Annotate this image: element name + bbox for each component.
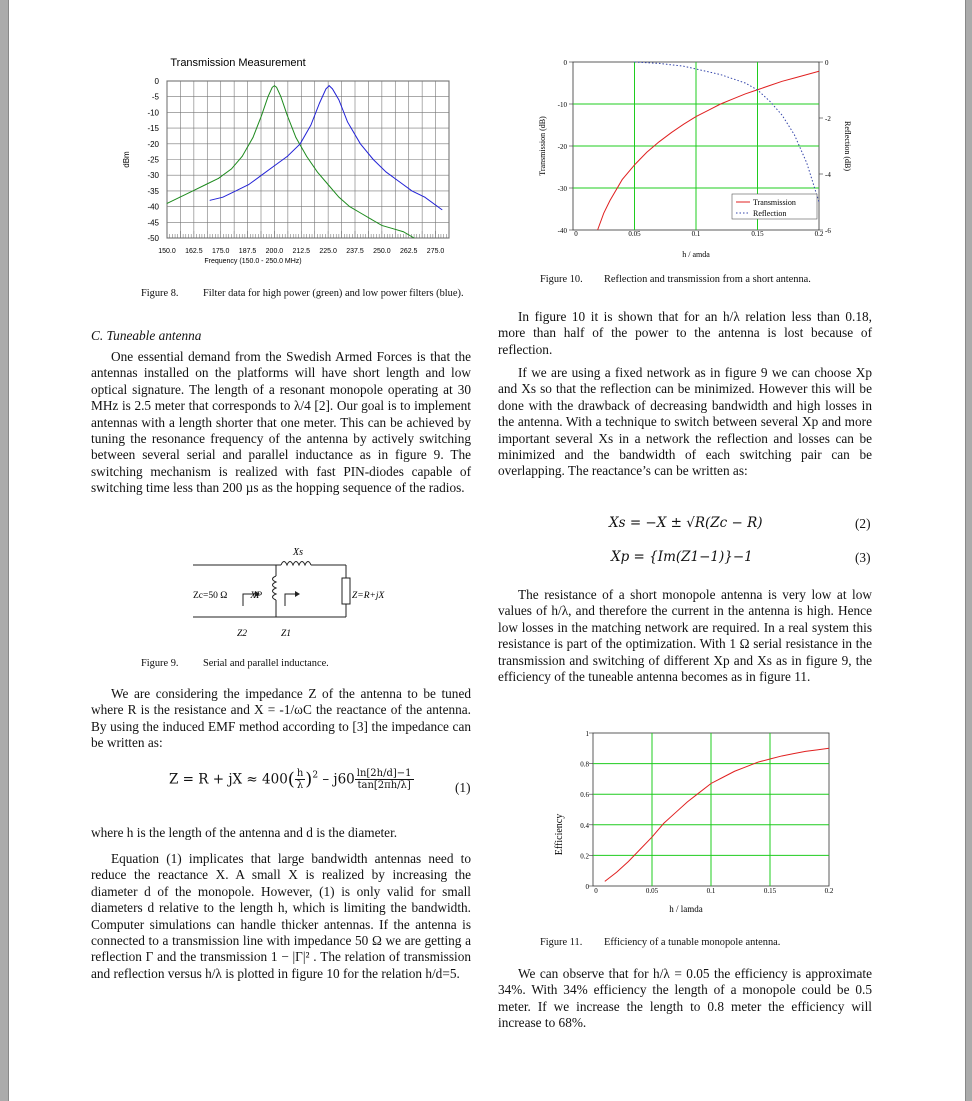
y-tick-label: -20 (147, 139, 159, 149)
figure-10-number: Figure 10. (540, 274, 583, 285)
figure-9-circuit (171, 540, 411, 644)
label-z2: Z2 (237, 629, 248, 639)
y-tick-label: -40 (147, 202, 159, 212)
data-point (272, 87, 273, 88)
x-tick-label: 250.0 (373, 248, 391, 255)
data-point (328, 184, 329, 185)
x-tick-label: 0 (574, 230, 578, 238)
x-tick-label: 0.2 (824, 887, 834, 895)
equation-3-number: (3) (855, 550, 871, 565)
x-tick-label: 275.0 (426, 248, 445, 255)
load-resistor (342, 578, 350, 604)
equation-2-number: (2) (855, 516, 871, 531)
legend-transmission-label: Transmission (753, 198, 796, 207)
data-point (280, 96, 281, 97)
right-paragraph-1: In figure 10 it is shown that for an h/λ relation less than 0.18, more than half of the power to the antenna is lost because of reflection. (498, 309, 872, 357)
data-point (349, 206, 350, 207)
y-tick-label: -30 (147, 171, 159, 181)
y-tick-label: -10 (147, 108, 159, 118)
y-tick-label: -25 (147, 155, 159, 165)
data-point (242, 156, 243, 157)
equation-1-mid: – j60 (322, 771, 355, 788)
data-point (403, 231, 404, 232)
figure-10-chart (523, 50, 852, 265)
equation-3: Xp = {Im(Z1−1)}−1 (611, 549, 753, 565)
data-point (338, 197, 339, 198)
data-point (373, 159, 374, 160)
y2-tick-label: -4 (825, 171, 831, 179)
figure-11-caption (540, 936, 870, 949)
y-tick-label: -35 (147, 186, 159, 196)
y-tick-label: -45 (147, 218, 159, 228)
data-point (442, 209, 443, 210)
data-point (338, 99, 339, 100)
x-tick-label: 0.2 (814, 230, 824, 238)
y-tick-label: 1 (585, 730, 589, 738)
x-tick-label: 212.5 (292, 248, 311, 255)
x-tick-label: 0.05 (645, 887, 659, 895)
data-point (218, 178, 219, 179)
y-axis-label: Efficiency (554, 813, 565, 856)
chart-title: Transmission Measurement (170, 57, 306, 69)
data-point (210, 200, 211, 201)
data-point (287, 115, 288, 116)
x-tick-label: 162.5 (185, 248, 203, 255)
right-paragraph-4: We can observe that for h/λ = 0.05 the efficiency is approximate 34%. With 34% efficiency the length of a monopole could be 0.5 meter. If we increase the length to 0.8 meter the efficiency will increase to 68%. (498, 966, 872, 1031)
data-point (296, 137, 297, 138)
data-point (306, 156, 307, 157)
y-tick-label: 0 (154, 77, 159, 86)
figure-8-caption (141, 287, 486, 300)
data-point (274, 85, 275, 86)
data-point (287, 156, 288, 157)
x-tick-label: 0.1 (691, 230, 701, 238)
x-tick-label: 0.1 (706, 887, 716, 895)
left-paragraph-2: We are considering the impedance Z of the antenna to be tuned where R is the resistance and X = -1/ωC the reactance of the antenna. By using the induced EMF method according to [3] the impedance can be written as: (91, 686, 471, 751)
data-point (317, 172, 318, 173)
data-point (392, 228, 393, 229)
data-point (253, 137, 254, 138)
data-point (222, 197, 223, 198)
label-zc: Zc=50 Ω (193, 591, 228, 601)
left-paragraph-1: One essential demand from the Swedish Armed Forces is that the antennas installed on the platforms will have short length and low optical signature. The length of a resonant monopole operating at 30 MHz is 2.5 meter that corresponds to λ/4 [2]. Our goal is to implement antennas with a length shorter that one meter. This can be achieved by tuning the resonance frequency of the antenna by actively switching between several serial and parallel inductance as in figure 9. The switching mechanism is realized with fast PIN-diodes capable of switching time less than 200 µs as the hopping sequence of the radios. (91, 349, 471, 496)
y-tick-label: 0 (585, 883, 589, 891)
data-point (179, 197, 180, 198)
figure-10-caption (540, 273, 870, 286)
data-point (332, 88, 333, 89)
data-point (167, 203, 168, 204)
data-point (386, 172, 387, 173)
y-tick-label: -5 (151, 92, 159, 102)
y2-axis-label: Reflection (dB) (843, 121, 852, 171)
figure-10-caption-text: Reflection and transmission from a short antenna. (604, 274, 811, 285)
data-point (414, 238, 415, 239)
y-tick-label: 0.8 (580, 760, 589, 769)
data-point (381, 225, 382, 226)
data-point (360, 143, 361, 144)
data-point (412, 191, 413, 192)
data-point (424, 197, 425, 198)
data-point (300, 143, 301, 144)
equation-1-lhs: Z = R + jX ≈ 400 (169, 771, 288, 788)
right-paragraph-2: If we are using a fixed network as in figure 9 we can choose Xp and Xs so that the reflection can be minimized. However this will be done with the drawback of decreasing bandwidth and high losses in the antenna. With a technique to switch between several Xp and more important several Xs in a network the reflection and losses can be minimized and the bandwidth of each switching pair can be overlapping. The reactance’s can be written as: (498, 365, 872, 479)
arrow-z1-head (295, 591, 300, 597)
x-tick-label: 237.5 (346, 248, 364, 255)
x-tick-label: 225.0 (319, 248, 337, 255)
y2-tick-label: -6 (825, 227, 831, 235)
data-point (347, 121, 348, 122)
data-point (268, 96, 269, 97)
data-point (276, 87, 277, 88)
section-heading: C. Tuneable antenna (91, 328, 202, 343)
data-point (261, 175, 262, 176)
label-z: Z=R+jX (352, 591, 385, 601)
label-xs: Xs (293, 547, 303, 558)
figure-9-number: Figure 9. (141, 658, 179, 669)
y-tick-label: 0.2 (580, 852, 589, 861)
x-axis-label: h / lamda (669, 904, 703, 914)
data-point (192, 191, 193, 192)
figure-8-caption-text: Filter data for high power (green) and low power filters (blue). (203, 288, 464, 299)
equation-2: Xs = −X ± √R(Zc − R) (609, 515, 763, 531)
y-tick-label: 0 (563, 59, 567, 67)
data-point (248, 184, 249, 185)
figure-8-number: Figure 8. (141, 288, 179, 299)
eq1-denominator: tan[2πh/λ] (357, 780, 411, 791)
data-point (329, 85, 330, 86)
y-tick-label: -20 (557, 143, 567, 151)
x-tick-label: 175.0 (211, 248, 230, 255)
y-tick-label: 0.4 (580, 821, 589, 830)
arrow-z1 (285, 594, 295, 606)
y-tick-label: -40 (557, 227, 567, 235)
y-tick-label: 0.6 (580, 791, 589, 800)
equation-1: Z = R + jX ≈ 400( $\frac{h}{\lambda}$ )$^2$ – j60 $\frac{\ln[2h/d]-1}{\tan[2\pi h/\lambda]}$ (169, 768, 412, 791)
data-point (205, 184, 206, 185)
left-paragraph-3: where h is the length of the antenna and d is the diameter. (91, 825, 398, 840)
y-tick-label: -30 (557, 185, 567, 193)
figure-11-caption-text: Efficiency of a tunable monopole antenna. (604, 937, 781, 948)
paper-page (8, 0, 966, 1101)
y-axis-label: dBm (122, 151, 131, 168)
y-axis-label: Transmission (dB) (538, 116, 547, 176)
left-paragraph-4: Equation (1) implicates that large bandwidth antennas need to reduce the reactance X. A small X is realized by increasing the diameter d of the monopole. However, (1) is only valid for small diameters d relative to the length h, which is limiting the bandwidth. Computer simulations can handle thicker antennas. If the antenna is connected to a transmission line with impedance 50 Ω we are getting a reflection Γ and the transmission 1 − |Γ|² . The relation of transmission and reflection versus h/λ is plotted in figure 10 for the relation h/d=5. (91, 851, 471, 981)
y-tick-label: -50 (147, 234, 159, 243)
label-z1: Z1 (281, 629, 292, 639)
data-point (261, 115, 262, 116)
x-tick-label: 0 (594, 887, 598, 895)
x-tick-label: 187.5 (238, 248, 257, 255)
x-tick-label: 200.0 (265, 248, 284, 255)
data-point (311, 125, 312, 126)
figure-9-caption (141, 657, 481, 670)
data-point (399, 181, 400, 182)
x-tick-label: 262.5 (399, 248, 418, 255)
data-point (319, 103, 320, 104)
y-tick-label: -10 (557, 101, 567, 109)
right-paragraph-3: The resistance of a short monopole antenna is very low at low values of h/λ, and therefore the current in the antenna is high. Hence low losses in the matching network are required. In a real system this resistance is part of the optimization. With 1 Ω serial resistance in the transmission and switching of different Xp and Xs as in figure 9, the efficiency of the tuneable antenna becomes as in figure 11. (498, 587, 872, 685)
label-xp: XP (250, 591, 262, 601)
x-axis-label: Frequency (150.0 - 250.0 MHz) (204, 258, 302, 265)
eq1-lambda: λ (296, 780, 304, 791)
x-tick-label: 0.15 (751, 230, 764, 238)
eq1-numerator: ln[2h/d]−1 (356, 768, 412, 779)
data-point (274, 165, 275, 166)
x-axis-label: h / amda (682, 250, 710, 259)
figure-9-caption-text: Serial and parallel inductance. (203, 658, 329, 669)
data-point (235, 191, 236, 192)
y-tick-label: -15 (147, 124, 159, 134)
data-point (326, 88, 327, 89)
figure-11-chart (535, 725, 835, 925)
legend-reflection-label: Reflection (753, 209, 787, 218)
figure-8-chart (109, 50, 469, 272)
y2-tick-label: -2 (825, 115, 831, 123)
eq1-h: h (296, 768, 304, 779)
shunt-inductor-xp (273, 576, 277, 600)
data-point (231, 169, 232, 170)
data-point (360, 212, 361, 213)
data-point (371, 219, 372, 220)
figure-11-number: Figure 11. (540, 937, 583, 948)
x-tick-label: 0.05 (628, 230, 641, 238)
x-tick-label: 150.0 (158, 248, 176, 255)
x-tick-label: 0.15 (763, 887, 777, 895)
y2-tick-label: 0 (825, 59, 829, 67)
series-inductor-xs (281, 562, 311, 566)
equation-1-number: (1) (455, 780, 471, 795)
